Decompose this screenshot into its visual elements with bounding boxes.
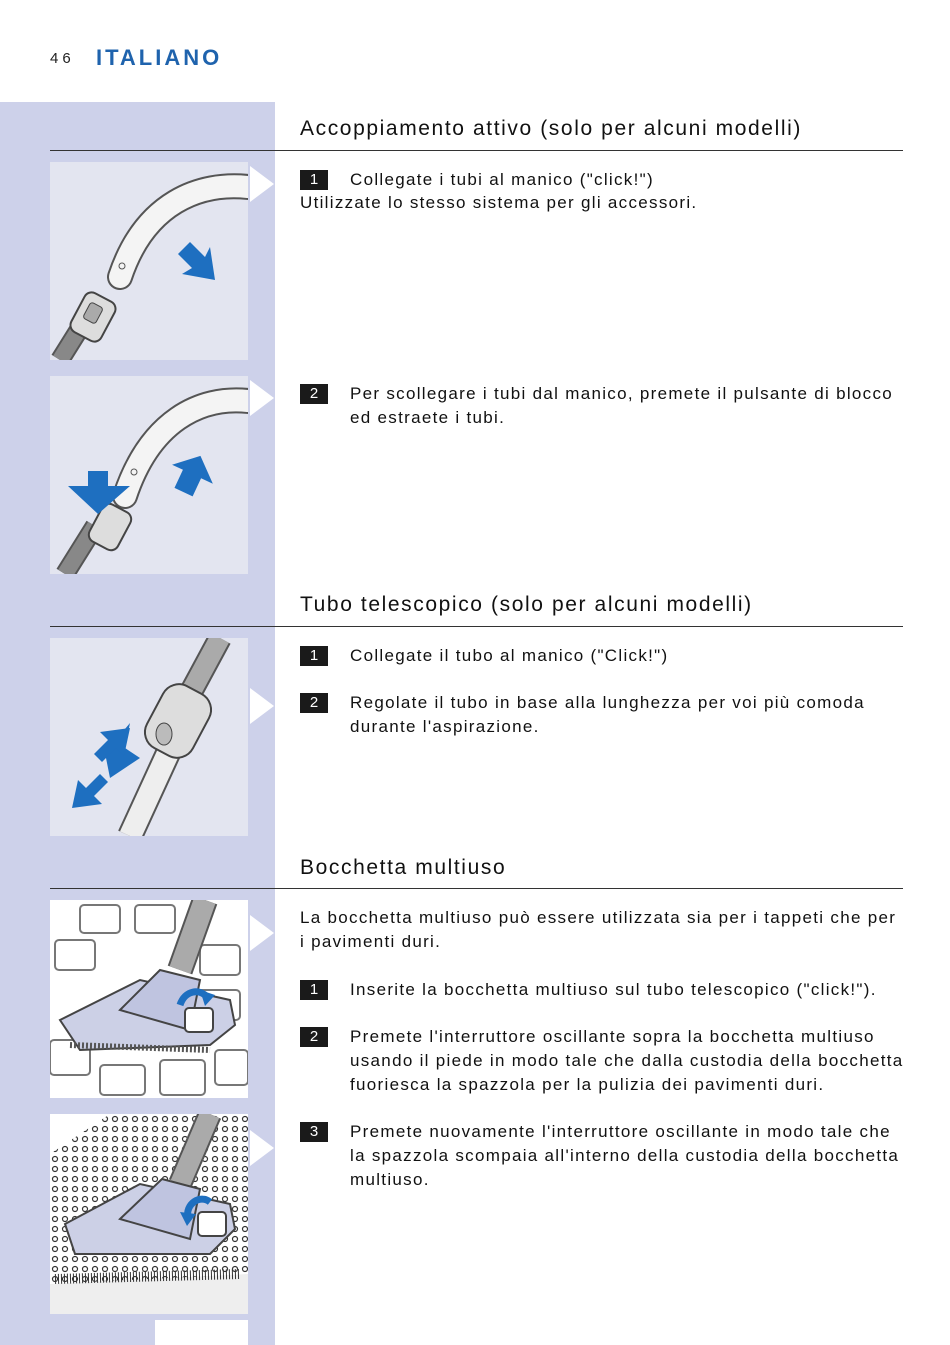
step-text: Inserite la bocchetta multiuso sul tubo telescopico ("click!"). [350, 980, 877, 999]
section-title-active-coupling: Accoppiamento attivo (solo per alcuni modelli) [300, 117, 802, 140]
step-1 [300, 168, 910, 192]
note-text: Utilizzate lo stesso sistema per gli accessori. [300, 193, 698, 212]
step-2 [300, 691, 910, 739]
bottom-strip [155, 1320, 248, 1345]
step-text: Per scollegare i tubi dal manico, premete il pulsante di blocco ed estraete i tubi. [350, 384, 894, 427]
step-number: 3 [300, 1122, 328, 1142]
illustration-hose-disconnect [50, 376, 248, 574]
illustration-nozzle-hard-floor [50, 900, 248, 1098]
step-text: Collegate il tubo al manico ("Click!") [350, 646, 669, 665]
step-1 [300, 978, 910, 1002]
step-1 [300, 644, 910, 668]
step-number: 2 [300, 384, 328, 404]
illustration-hose-connect [50, 162, 248, 360]
section-rule [50, 626, 903, 627]
panel-notch [250, 166, 274, 202]
step-number: 1 [300, 980, 328, 1000]
section-rule [50, 150, 903, 151]
section-rule [50, 888, 903, 889]
section-title-telescopic-tube: Tubo telescopico (solo per alcuni modelli) [300, 593, 753, 616]
step-text: Premete l'interruttore oscillante sopra la bocchetta multiuso usando il piede in modo tale che dalla custodia della bocchetta fuoriesca la spazzola per la pulizia dei pavimenti duri. [350, 1027, 904, 1094]
step-number: 1 [300, 170, 328, 190]
step-2 [300, 1025, 910, 1097]
intro-text: La bocchetta multiuso può essere utilizzata sia per i tappeti che per i pavimenti duri. [300, 908, 897, 951]
panel-notch [250, 1130, 274, 1166]
step-number: 2 [300, 693, 328, 713]
panel-notch [250, 915, 274, 951]
language-title: ITALIANO [96, 45, 223, 70]
page-number: 46 [50, 50, 75, 67]
illustration-nozzle-carpet [50, 1114, 248, 1314]
step-text: Collegate i tubi al manico ("click!") [350, 170, 654, 189]
illustration-telescopic-tube [50, 638, 248, 836]
step-number: 1 [300, 646, 328, 666]
panel-notch [250, 688, 274, 724]
panel-notch [250, 380, 274, 416]
step-text: Premete nuovamente l'interruttore oscillante in modo tale che la spazzola scompaia all'interno della custodia della bocchetta multiuso. [350, 1122, 900, 1189]
step-2 [300, 382, 910, 430]
step-3 [300, 1120, 910, 1192]
step-text: Regolate il tubo in base alla lunghezza per voi più comoda durante l'aspirazione. [350, 693, 865, 736]
step-number: 2 [300, 1027, 328, 1047]
section-title-multipurpose-nozzle: Bocchetta multiuso [300, 856, 507, 879]
